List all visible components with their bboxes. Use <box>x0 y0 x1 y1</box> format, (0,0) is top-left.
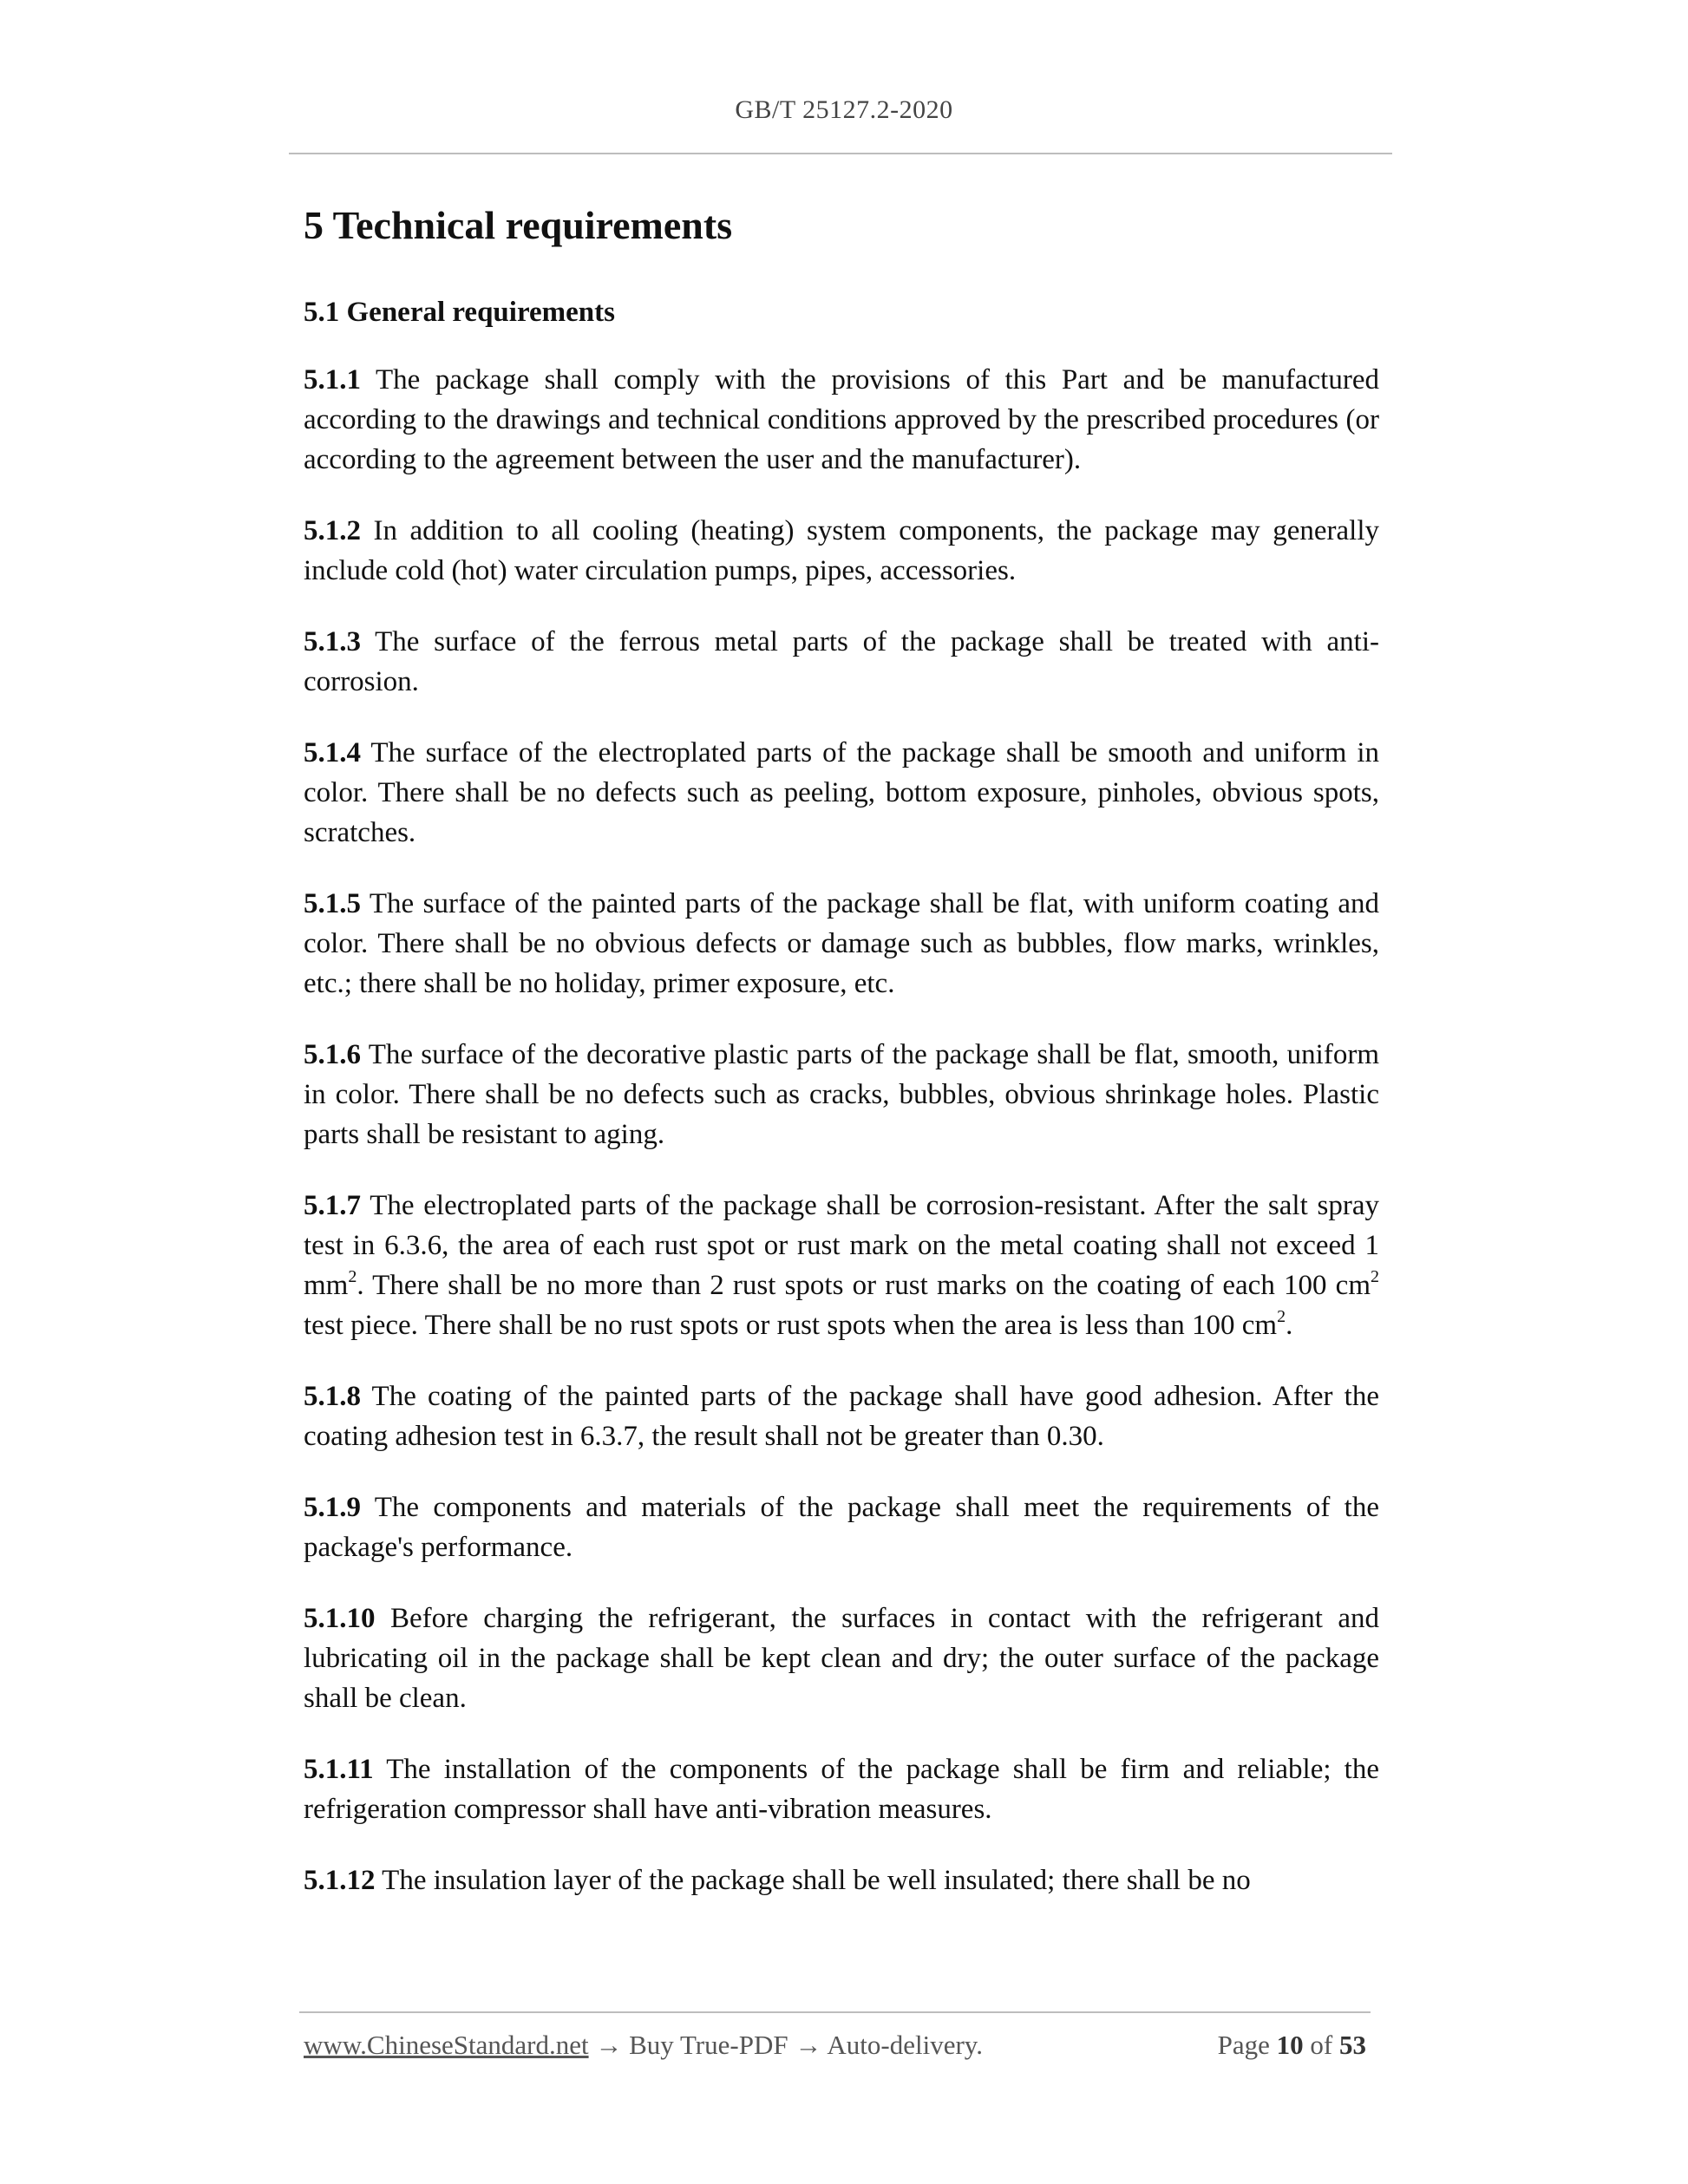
header-divider <box>289 153 1392 154</box>
clause-text-part: . There shall be no more than 2 rust spots or rust marks on the coating of each 100 cm <box>357 1269 1371 1301</box>
clause-text: The coating of the painted parts of the package shall have good adhesion. After the coating adhesion test in 6.3.7, the result shall not be greater than 0.30. <box>304 1380 1379 1452</box>
clause-5-1-9 <box>304 1488 1379 1567</box>
clause-number: 5.1.2 <box>304 514 361 546</box>
clause-number: 5.1.7 <box>304 1189 361 1221</box>
clause-5-1-11 <box>304 1749 1379 1829</box>
clause-5-1-1 <box>304 360 1379 480</box>
clause-text: The installation of the components of the package shall be firm and reliable; the refrigeration compressor shall have anti-vibration measures. <box>304 1753 1379 1825</box>
clause-5-1-8 <box>304 1376 1379 1456</box>
clause-5-1-5 <box>304 884 1379 1004</box>
clause-text: The surface of the painted parts of the package shall be flat, with uniform coating and color. There shall be no obvious defects or damage such as bubbles, flow marks, wrinkles, etc.; there shall be no holiday, primer exposure, etc. <box>304 887 1380 999</box>
header-doc-code: GB/T 25127.2-2020 <box>735 95 953 124</box>
page-content <box>304 201 1379 1932</box>
clause-text: The components and materials of the package shall meet the requirements of the package's performance. <box>304 1491 1379 1563</box>
page-label: Page <box>1217 2030 1270 2060</box>
page-current: 10 <box>1276 2030 1304 2060</box>
clause-5-1-2 <box>304 511 1379 591</box>
arrow-icon: → <box>788 2030 828 2060</box>
clause-text-part: test piece. There shall be no rust spots or rust spots when the area is less than 100 cm <box>304 1309 1278 1341</box>
clause-text: The surface of the ferrous metal parts of the package shall be treated with anti-corrosion. <box>304 625 1379 697</box>
clause-number: 5.1.12 <box>304 1864 376 1896</box>
clause-5-1-6 <box>304 1035 1379 1154</box>
section-heading: 5.1 General requirements <box>304 297 615 329</box>
site-link[interactable]: www.ChineseStandard.net <box>304 2030 589 2060</box>
clause-number: 5.1.9 <box>304 1491 361 1523</box>
buy-text: Buy True-PDF <box>629 2030 788 2060</box>
clause-text-part: The electroplated parts of the package shall be corrosion-resistant. After the salt spray test in 6.3.6, the area of each rust spot or rust mark on the metal coating shall not exceed 1 mm <box>304 1189 1379 1301</box>
clause-text: The package shall comply with the provisions of this Part and be manufactured according to the drawings and technical conditions approved by the prescribed procedures (or according to the agreement between the user and the manufacturer). <box>304 363 1379 475</box>
arrow-icon: → <box>588 2030 630 2060</box>
clause-5-1-4 <box>304 733 1379 853</box>
clause-5-1-3 <box>304 622 1379 702</box>
page-total: 53 <box>1339 2030 1366 2060</box>
superscript: 2 <box>348 1266 357 1286</box>
delivery-text: Auto-delivery. <box>827 2030 984 2060</box>
clause-5-1-7 <box>304 1186 1379 1345</box>
superscript: 2 <box>1371 1266 1379 1286</box>
page-footer <box>304 2030 1366 2064</box>
clause-number: 5.1.6 <box>304 1038 361 1070</box>
page-number <box>1218 2030 1366 2061</box>
clause-5-1-10 <box>304 1599 1379 1718</box>
clause-number: 5.1.10 <box>304 1602 376 1634</box>
superscript: 2 <box>1277 1306 1286 1326</box>
footer-divider <box>299 2011 1371 2013</box>
clause-text: In addition to all cooling (heating) system components, the package may generally include cold (hot) water circulation pumps, pipes, accessories. <box>304 514 1380 586</box>
clause-text: The surface of the decorative plastic parts of the package shall be flat, smooth, uniform in color. There shall be no defects such as cracks, bubbles, obvious shrinkage holes. Plastic parts shall be resistant to aging. <box>304 1038 1379 1150</box>
footer-promo <box>304 2030 983 2061</box>
clause-number: 5.1.5 <box>304 887 361 919</box>
clause-number: 5.1.1 <box>304 363 361 396</box>
clause-number: 5.1.11 <box>304 1753 374 1785</box>
clause-number: 5.1.8 <box>304 1380 361 1412</box>
clause-text: The insulation layer of the package shall be well insulated; there shall be no <box>382 1864 1251 1896</box>
clause-text: Before charging the refrigerant, the surfaces in contact with the refrigerant and lubricating oil in the package shall be kept clean and dry; the outer surface of the package shall be clean. <box>304 1602 1380 1714</box>
clause-number: 5.1.4 <box>304 736 361 768</box>
clause-5-1-12 <box>304 1860 1379 1900</box>
of-label: of <box>1310 2030 1333 2060</box>
clause-number: 5.1.3 <box>304 625 361 657</box>
page-title: 5 Technical requirements <box>304 203 733 247</box>
clause-text: The surface of the electroplated parts of the package shall be smooth and uniform in color. There shall be no defects such as peeling, bottom exposure, pinholes, obvious spots, scratches. <box>304 736 1380 848</box>
clause-text-part: . <box>1286 1309 1293 1341</box>
